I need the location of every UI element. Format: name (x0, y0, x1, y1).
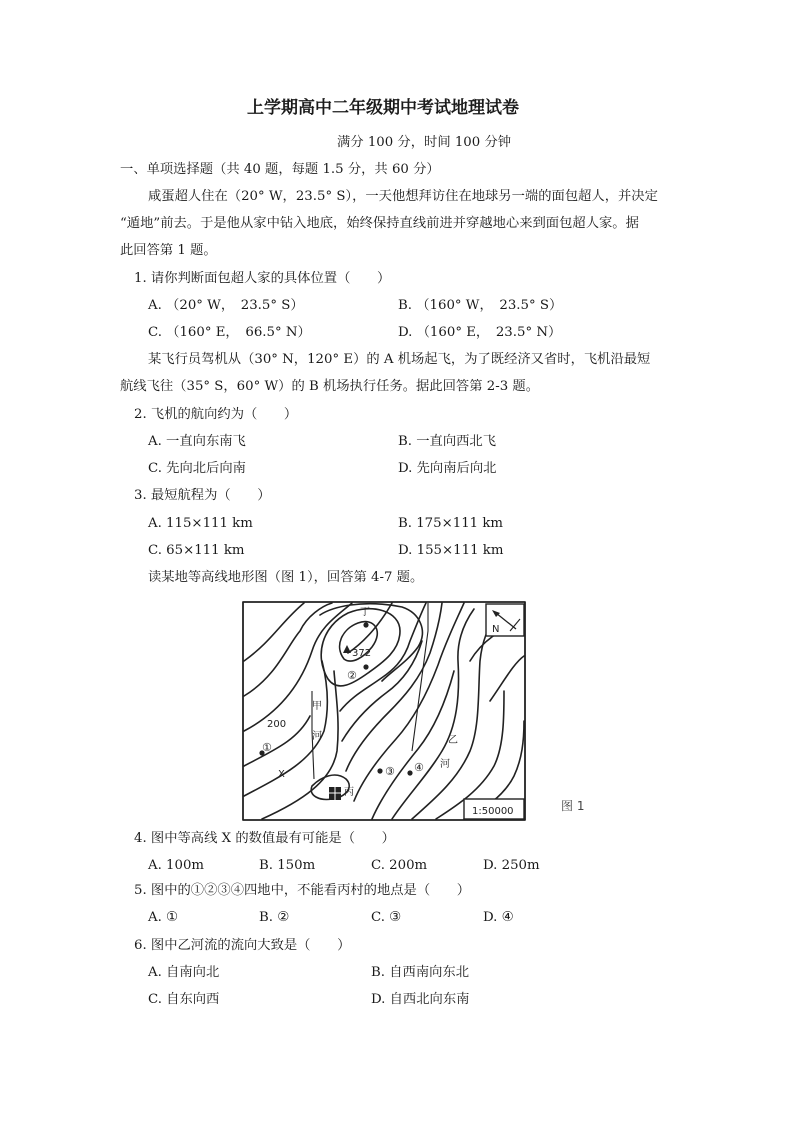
q5-option-a: A. ① (148, 910, 178, 925)
contour-line (490, 656, 524, 701)
q3-option-c: C. 65×111 km (148, 543, 245, 558)
point-3-label: ③ (385, 765, 395, 778)
passage-1-line-1: 咸蛋超人住在（20° W，23.5° S），一天他想拜访住在地球另一端的面包超人，并决定 (148, 189, 658, 204)
map-frame (243, 602, 525, 820)
point-2-dot (363, 664, 368, 669)
q1-stem: 1. 请你判断面包超人家的具体位置（ ） (134, 271, 391, 286)
village-bing-icon (329, 787, 341, 800)
north-label: N (492, 624, 500, 635)
contour-line (392, 609, 474, 819)
scale-label: 1:50000 (472, 806, 514, 817)
q1-option-c: C. （160° E， 66.5° N） (148, 325, 311, 340)
q5-option-c: C. ③ (371, 910, 402, 925)
q5-option-d: D. ④ (483, 910, 514, 925)
q1-option-d: D. （160° E， 23.5° N） (398, 325, 562, 340)
passage-2-line-2: 航线飞往（35° S，60° W）的 B 机场执行任务。据此回答第 2-3 题。 (120, 379, 539, 394)
q4-option-d: D. 250m (483, 858, 540, 873)
contour-x-label: X (278, 769, 285, 780)
passage-1-line-2: “遁地”前去。于是他从家中钻入地底，始终保持直线前进并穿越地心来到面包超人家。据 (120, 216, 639, 231)
q6-option-b: B. 自西南向东北 (371, 965, 470, 980)
q2-stem: 2. 飞机的航向约为（ ） (134, 407, 298, 422)
page-title: 上学期高中二年级期中考试地理试卷 (247, 98, 519, 118)
section-heading: 一、单项选择题（共 40 题，每题 1.5 分，共 60 分） (120, 162, 440, 177)
river-he-label-1: 河 (312, 731, 322, 742)
river-yi (412, 603, 428, 751)
q1-option-a: A. （20° W， 23.5° S） (148, 298, 304, 313)
q3-option-d: D. 155×111 km (398, 543, 504, 558)
q2-option-c: C. 先向北后向南 (148, 461, 246, 476)
q3-option-a: A. 115×111 km (148, 516, 253, 531)
summit-marker-icon (343, 645, 351, 653)
bing-label: 丙 (344, 787, 354, 798)
point-1-label: ① (262, 741, 272, 754)
passage-3: 读某地等高线地形图（图 1），回答第 4-7 题。 (148, 570, 424, 585)
contour-line (320, 604, 422, 681)
q6-option-a: A. 自南向北 (148, 965, 220, 980)
passage-1-line-3: 此回答第 1 题。 (120, 243, 217, 258)
q2-option-a: A. 一直向东南飞 (148, 434, 246, 449)
q3-option-b: B. 175×111 km (398, 516, 504, 531)
q5-option-b: B. ② (259, 910, 290, 925)
q2-option-b: B. 一直向西北飞 (398, 434, 497, 449)
contour-line (244, 603, 304, 661)
figure-caption: 图 1 (561, 799, 585, 813)
river-he-label-2: 河 (440, 759, 450, 770)
point-ding-dot (363, 622, 368, 627)
point-2-label: ② (347, 669, 357, 682)
q3-stem: 3. 最短航程为（ ） (134, 488, 271, 503)
q4-stem: 4. 图中等高线 X 的数值最有可能是（ ） (134, 831, 395, 846)
q4-option-c: C. 200m (371, 858, 428, 873)
q6-option-d: D. 自西北向东南 (371, 992, 470, 1007)
point-4-dot (407, 770, 412, 775)
elevation-200-label: 200 (267, 719, 287, 730)
contour-map (242, 601, 526, 821)
q5-stem: 5. 图中的①②③④四地中，不能看丙村的地点是（ ） (134, 883, 471, 898)
q4-option-b: B. 150m (259, 858, 316, 873)
passage-2-line-1: 某飞行员驾机从（30° N，120° E）的 A 机场起飞，为了既经济又省时，飞机沿最短 (148, 352, 651, 367)
q6-stem: 6. 图中乙河流的流向大致是（ ） (134, 938, 351, 953)
q4-option-a: A. 100m (148, 858, 205, 873)
page-subtitle: 满分 100 分，时间 100 分钟 (337, 135, 512, 150)
point-4-label: ④ (414, 761, 424, 774)
ding-label: 丁 (360, 607, 370, 618)
yi-label: 乙 (448, 735, 458, 746)
q6-option-c: C. 自东向西 (148, 992, 220, 1007)
q1-option-b: B. （160° W， 23.5° S） (398, 298, 563, 313)
elevation-372-label: 372 (352, 648, 372, 659)
point-3-dot (377, 768, 382, 773)
jia-label: 甲 (312, 701, 322, 712)
q2-option-d: D. 先向南后向北 (398, 461, 497, 476)
